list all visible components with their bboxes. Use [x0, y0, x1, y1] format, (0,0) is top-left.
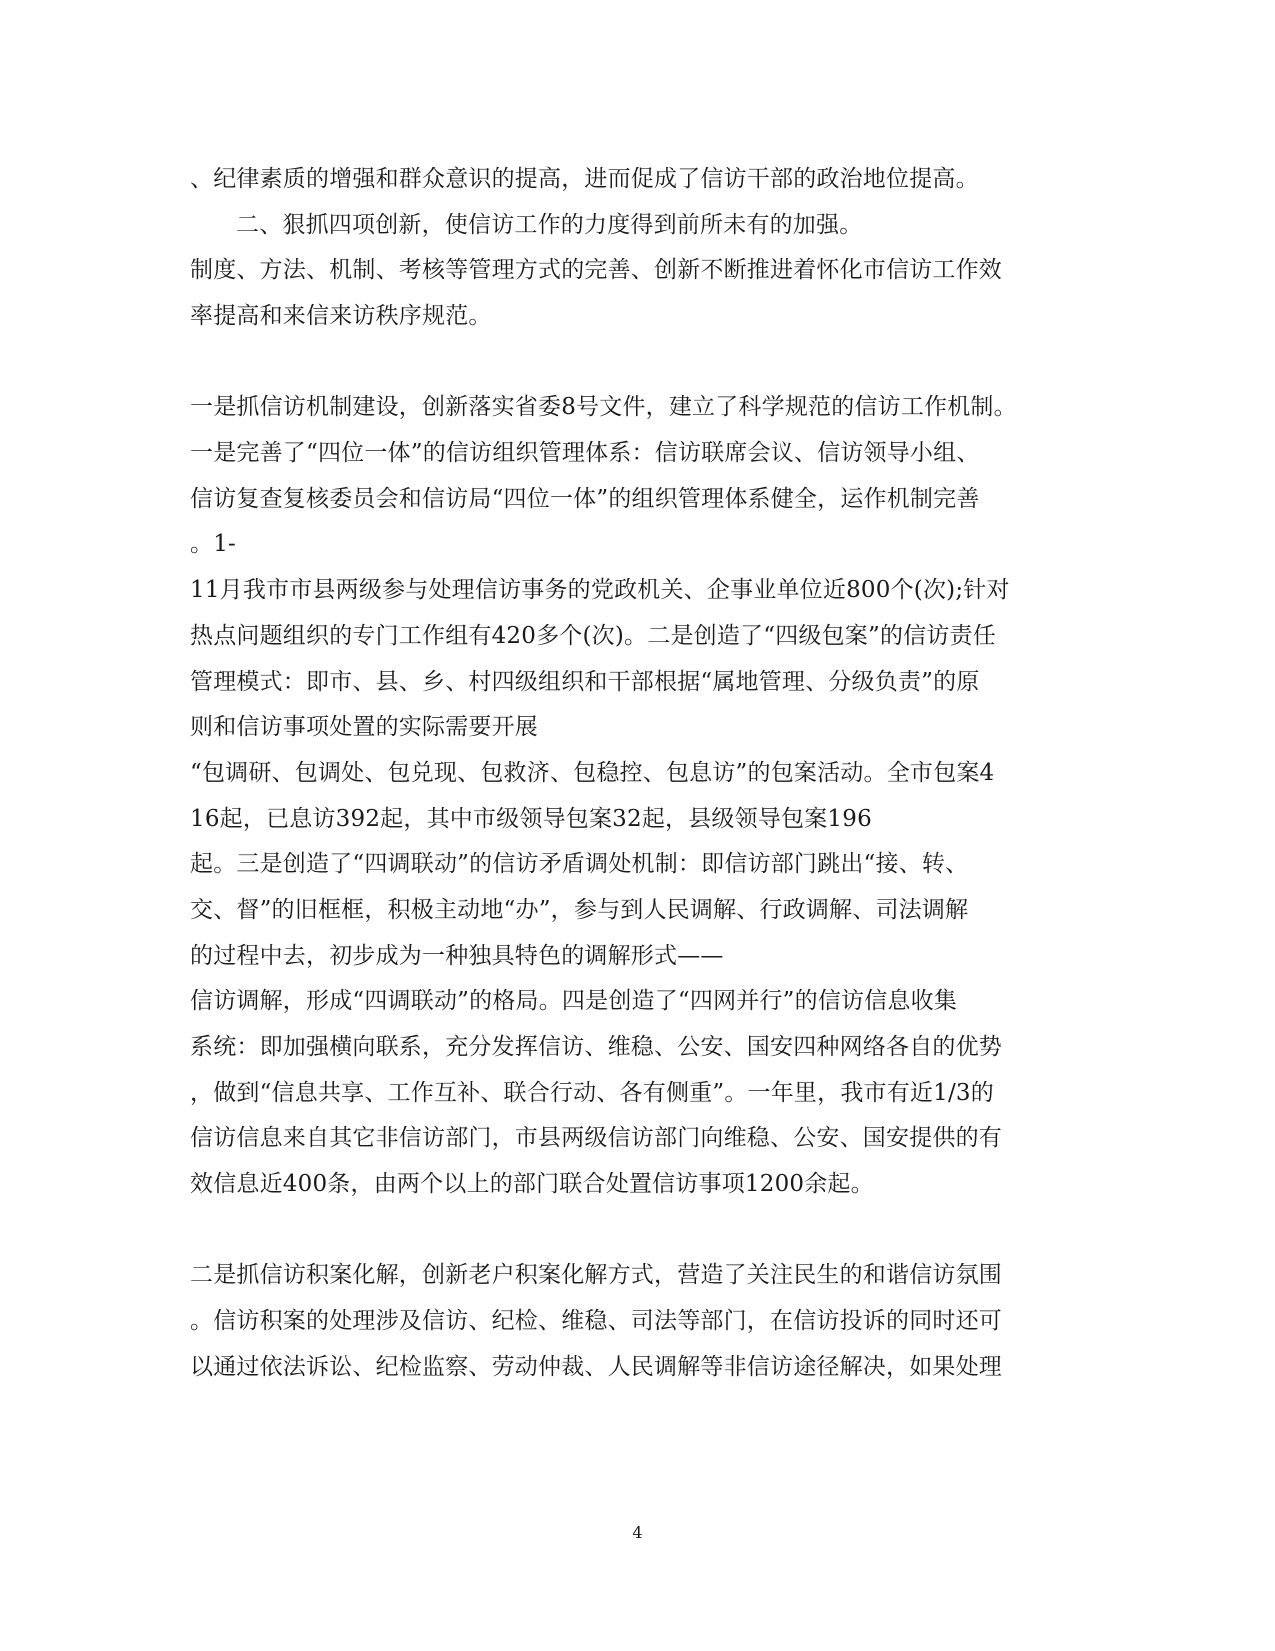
- text-line-5: 一是抓信访机制建设，创新落实省委8号文件，建立了科学规范的信访工作机制。: [190, 394, 1017, 420]
- text-line-13: “包调研、包调处、包兑现、包救济、包稳控、包息访”的包案活动。全市包案4: [190, 760, 995, 786]
- text-line-6: 一是完善了“四位一体”的信访组织管理体系：信访联席会议、信访领导小组、: [190, 440, 980, 466]
- text-line-9: 11月我市市县两级参与处理信访事务的党政机关、企事业单位近800个(次);针对: [190, 577, 1010, 603]
- text-line-7: 信访复查复核委员会和信访局“四位一体”的组织管理体系健全，运作机制完善: [190, 486, 980, 512]
- page-number: 4: [632, 1523, 643, 1542]
- text-line-23: 二是抓信访积案化解，创新老户积案化解方式，营造了关注民生的和谐信访氛围: [190, 1262, 1002, 1288]
- text-line-3: 制度、方法、机制、考核等管理方式的完善、创新不断推进着怀化市信访工作效: [190, 257, 1002, 283]
- text-line-4: 率提高和来信来访秩序规范。: [190, 303, 492, 329]
- text-line-8: 。1-: [190, 531, 237, 557]
- text-line-15: 起。三是创造了“四调联动”的信访矛盾调处机制：即信访部门跳出“接、转、: [190, 851, 969, 877]
- text-line-19: 系统：即加强横向联系，充分发挥信访、维稳、公安、国安四种网络各自的优势: [190, 1034, 1002, 1060]
- text-line-18: 信访调解，形成“四调联动”的格局。四是创造了“四网并行”的信访信息收集: [190, 988, 958, 1014]
- text-line-21: 信访信息来自其它非信访部门，市县两级信访部门向维稳、公安、国安提供的有: [190, 1125, 1002, 1151]
- text-line-12: 则和信访事项处置的实际需要开展: [190, 714, 538, 740]
- text-line-1: 、纪律素质的增强和群众意识的提高，进而促成了信访干部的政治地位提高。: [190, 166, 979, 192]
- text-line-17: 的过程中去，初步成为一种独具特色的调解形式——: [190, 943, 724, 969]
- text-line-16: 交、督”的旧框框，积极主动地“办”，参与到人民调解、行政调解、司法调解: [190, 897, 969, 923]
- text-line-25: 以通过依法诉讼、纪检监察、劳动仲裁、人民调解等非信访途径解决，如果处理: [190, 1354, 1002, 1380]
- text-line-14: 16起，已息访392起，其中市级领导包案32起，县级领导包案196: [190, 806, 872, 832]
- text-line-11: 管理模式：即市、县、乡、村四级组织和干部根据“属地管理、分级负责”的原: [190, 669, 980, 695]
- section-heading: 二、狠抓四项创新，使信访工作的力度得到前所未有的加强。: [236, 212, 863, 238]
- text-line-22: 效信息近400条，由两个以上的部门联合处置信访事项1200余起。: [190, 1171, 874, 1197]
- text-line-20: ，做到“信息共享、工作互补、联合行动、各有侧重”。一年里，我市有近1/3的: [190, 1080, 994, 1106]
- text-line-10: 热点问题组织的专门工作组有420多个(次)。二是创造了“四级包案”的信访责任: [190, 623, 996, 649]
- text-line-24: 。信访积案的处理涉及信访、纪检、维稳、司法等部门，在信访投诉的同时还可: [190, 1308, 1002, 1334]
